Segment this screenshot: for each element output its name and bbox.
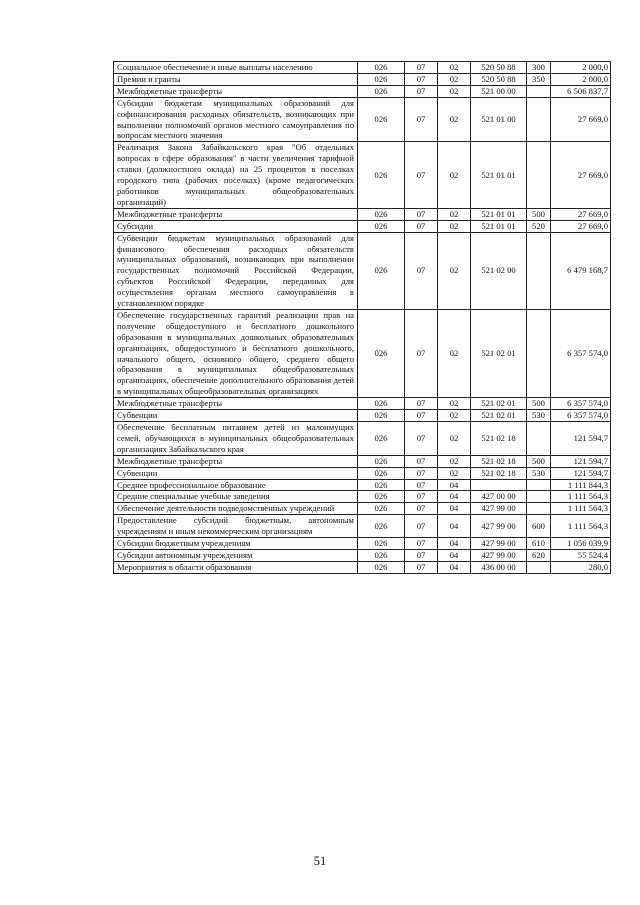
target-article-code: 427 99 00 [471,503,527,515]
subsection-code: 02 [438,85,471,97]
row-name: Субвенции [114,410,358,422]
section-code: 07 [405,62,438,74]
expense-type-code [527,309,551,397]
table-row [114,73,611,85]
target-article-code: 521 01 01 [471,142,527,208]
target-article-code: 427 99 00 [471,549,527,561]
amount: 55 524,4 [551,549,611,561]
row-name: Обеспечение деятельности подведомственных учреждений [114,503,358,515]
amount: 6 479 168,7 [551,232,611,309]
subsection-code: 02 [438,410,471,422]
table-row [114,515,611,538]
ministry-code: 026 [358,398,405,410]
expense-type-code: 620 [527,549,551,561]
ministry-code: 026 [358,491,405,503]
section-code: 07 [405,309,438,397]
subsection-code: 02 [438,309,471,397]
target-article-code: 521 02 18 [471,467,527,479]
table-row [114,503,611,515]
row-name: Предоставление субсидий бюджетным, автономным учреждениям и иным некоммерческим организациям [114,515,358,538]
row-name: Реализация Закона Забайкальского края "Об отдельных вопросах в сфере образования" в части увеличения тарифной ставки (должностного оклада) на 25 процентов в поселках городского типа (рабочих поселках) (кроме педагогических работников муниципальных общеобразовательных организаций) [114,142,358,208]
row-name: Субвенции бюджетам муниципальных образований для финансового обеспечения расходных обязательств муниципальных образований, возникающих при выполнении государственных полномочий Российской Федерации, субъектов Российской Федерации, переданных для осуществления органам местного самоуправления в установленном порядке [114,232,358,309]
subsection-code: 04 [438,549,471,561]
amount: 1 111 564,3 [551,515,611,538]
subsection-code: 04 [438,515,471,538]
amount: 27 669,0 [551,208,611,220]
ministry-code: 026 [358,410,405,422]
row-name: Мероприятия в области образования [114,561,358,573]
target-article-code: 427 99 00 [471,538,527,550]
target-article-code: 521 02 01 [471,309,527,397]
row-name: Премии и гранты [114,73,358,85]
subsection-code: 04 [438,503,471,515]
amount: 1 056 039,9 [551,538,611,550]
ministry-code: 026 [358,142,405,208]
budget-table [113,61,611,574]
amount: 2 000,0 [551,73,611,85]
subsection-code: 04 [438,538,471,550]
expense-type-code: 600 [527,515,551,538]
expense-type-code [527,85,551,97]
section-code: 07 [405,515,438,538]
target-article-code: 521 02 01 [471,398,527,410]
ministry-code: 026 [358,97,405,142]
row-name: Субсидии бюджетным учреждениям [114,538,358,550]
table-row [114,410,611,422]
table-row [114,220,611,232]
amount: 6 357 574,0 [551,309,611,397]
expense-type-code [527,479,551,491]
table-body [114,62,611,574]
section-code: 07 [405,455,438,467]
subsection-code: 02 [438,142,471,208]
ministry-code: 026 [358,538,405,550]
section-code: 07 [405,549,438,561]
table-row [114,538,611,550]
subsection-code: 02 [438,208,471,220]
amount: 121 594,7 [551,467,611,479]
table-row [114,398,611,410]
ministry-code: 026 [358,455,405,467]
section-code: 07 [405,73,438,85]
ministry-code: 026 [358,467,405,479]
subsection-code: 02 [438,232,471,309]
section-code: 07 [405,85,438,97]
subsection-code: 02 [438,73,471,85]
table-row [114,232,611,309]
amount: 280,0 [551,561,611,573]
expense-type-code [527,232,551,309]
table-row [114,491,611,503]
table-row [114,549,611,561]
section-code: 07 [405,479,438,491]
ministry-code: 026 [358,503,405,515]
amount: 121 594,7 [551,455,611,467]
subsection-code: 04 [438,561,471,573]
target-article-code: 521 01 00 [471,97,527,142]
amount: 121 594,7 [551,422,611,456]
expense-type-code: 350 [527,73,551,85]
row-name: Обеспечение бесплатным питанием детей из малоимущих семей, обучающихся в муниципальных общеобразовательных организациях Забайкальского края [114,422,358,456]
table-row [114,422,611,456]
section-code: 07 [405,503,438,515]
amount: 1 111 564,3 [551,503,611,515]
expense-type-code: 500 [527,455,551,467]
table-row [114,309,611,397]
ministry-code: 026 [358,73,405,85]
target-article-code: 520 50 88 [471,62,527,74]
target-article-code: 521 01 01 [471,208,527,220]
expense-type-code: 530 [527,410,551,422]
target-article-code: 521 01 01 [471,220,527,232]
row-name: Субсидии [114,220,358,232]
subsection-code: 02 [438,467,471,479]
expense-type-code [527,97,551,142]
ministry-code: 026 [358,62,405,74]
expense-type-code: 520 [527,220,551,232]
section-code: 07 [405,220,438,232]
target-article-code: 521 02 01 [471,410,527,422]
table-row [114,85,611,97]
expense-type-code: 530 [527,467,551,479]
expense-type-code: 500 [527,398,551,410]
section-code: 07 [405,97,438,142]
amount: 27 669,0 [551,97,611,142]
subsection-code: 02 [438,398,471,410]
ministry-code: 026 [358,232,405,309]
subsection-code: 02 [438,97,471,142]
row-name: Субсидии бюджетам муниципальных образований для софинансирования расходных обязательств, возникающих при выполнении полномочий органов местного самоуправления по вопросам местного значения [114,97,358,142]
page-number: 51 [313,854,327,868]
amount: 6 357 574,0 [551,410,611,422]
section-code: 07 [405,561,438,573]
subsection-code: 02 [438,455,471,467]
ministry-code: 026 [358,549,405,561]
expense-type-code [527,503,551,515]
expense-type-code [527,491,551,503]
target-article-code: 521 02 18 [471,422,527,456]
section-code: 07 [405,410,438,422]
section-code: 07 [405,491,438,503]
section-code: 07 [405,232,438,309]
row-name: Обеспечение государственных гарантий реализации прав на получение общедоступного и бесплатного дошкольного образования в муниципальных дошкольных образовательных организациях, общедоступного и бесплатного дошкольного, начального общего, основного общего, среднего общего образования в муниципальных общеобразовательных организациях, обеспечение дополнительного образования детей в муниципальных общеобразовательных организациях [114,309,358,397]
row-name: Среднее профессиональное образование [114,479,358,491]
expense-type-code [527,142,551,208]
row-name: Субвенции [114,467,358,479]
target-article-code: 521 02 18 [471,455,527,467]
target-article-code: 521 00 00 [471,85,527,97]
expense-type-code [527,561,551,573]
subsection-code: 04 [438,479,471,491]
target-article-code: 436 00 00 [471,561,527,573]
row-name: Межбюджетные трансферты [114,455,358,467]
section-code: 07 [405,142,438,208]
section-code: 07 [405,422,438,456]
ministry-code: 026 [358,208,405,220]
row-name: Социальное обеспечение и иные выплаты населению [114,62,358,74]
row-name: Межбюджетные трансферты [114,85,358,97]
target-article-code [471,479,527,491]
row-name: Межбюджетные трансферты [114,398,358,410]
target-article-code: 521 02 00 [471,232,527,309]
amount: 1 111 844,3 [551,479,611,491]
row-name: Средние специальные учебные заведения [114,491,358,503]
section-code: 07 [405,398,438,410]
subsection-code: 04 [438,491,471,503]
amount: 27 669,0 [551,142,611,208]
section-code: 07 [405,208,438,220]
table-row [114,208,611,220]
row-name: Межбюджетные трансферты [114,208,358,220]
ministry-code: 026 [358,479,405,491]
ministry-code: 026 [358,561,405,573]
table-row [114,479,611,491]
subsection-code: 02 [438,422,471,456]
table-row [114,62,611,74]
subsection-code: 02 [438,62,471,74]
section-code: 07 [405,538,438,550]
row-name: Субсидии автономным учреждениям [114,549,358,561]
ministry-code: 026 [358,85,405,97]
ministry-code: 026 [358,309,405,397]
ministry-code: 026 [358,422,405,456]
table-row [114,467,611,479]
amount: 6 506 837,7 [551,85,611,97]
section-code: 07 [405,467,438,479]
table-row [114,561,611,573]
amount: 6 357 574,0 [551,398,611,410]
table-row [114,455,611,467]
target-article-code: 520 50 88 [471,73,527,85]
ministry-code: 026 [358,220,405,232]
table-row [114,142,611,208]
target-article-code: 427 99 00 [471,515,527,538]
amount: 1 111 564,3 [551,491,611,503]
expense-type-code: 300 [527,62,551,74]
table-row [114,97,611,142]
amount: 27 669,0 [551,220,611,232]
expense-type-code: 500 [527,208,551,220]
expense-type-code: 610 [527,538,551,550]
subsection-code: 02 [438,220,471,232]
amount: 2 000,0 [551,62,611,74]
expense-type-code [527,422,551,456]
ministry-code: 026 [358,515,405,538]
target-article-code: 427 00 00 [471,491,527,503]
